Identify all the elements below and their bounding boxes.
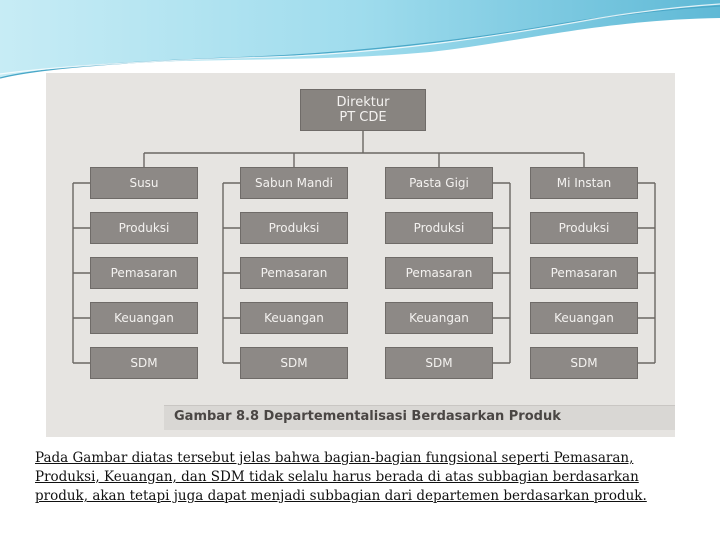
org-chart-figure	[46, 73, 675, 437]
product-box: Susu	[90, 167, 198, 199]
unit-box: Pemasaran	[240, 257, 348, 289]
unit-box: SDM	[240, 347, 348, 379]
unit-box: Keuangan	[530, 302, 638, 334]
unit-box: SDM	[530, 347, 638, 379]
unit-box: Produksi	[385, 212, 493, 244]
unit-box: Pemasaran	[530, 257, 638, 289]
unit-box: Produksi	[530, 212, 638, 244]
unit-box: Produksi	[90, 212, 198, 244]
head-title: Direktur	[336, 95, 390, 110]
unit-box: Keuangan	[90, 302, 198, 334]
figure-caption: Gambar 8.8 Departementalisasi Berdasarkan Produk	[174, 409, 561, 424]
unit-box: Keuangan	[240, 302, 348, 334]
unit-box: Keuangan	[385, 302, 493, 334]
unit-box: Pemasaran	[90, 257, 198, 289]
unit-box: Pemasaran	[385, 257, 493, 289]
head-company: PT CDE	[339, 110, 387, 125]
head-box-director	[300, 89, 426, 131]
unit-box: SDM	[90, 347, 198, 379]
explanation-paragraph: Pada Gambar diatas tersebut jelas bahwa bagian-bagian fungsional seperti Pemasaran, Produksi, Keuangan, dan SDM tidak selalu harus berada di atas subbagian berdasarkan produk, akan tetapi juga dapat menjadi subbagian dari departemen berdasarkan produk.	[35, 450, 647, 504]
product-box: Mi Instan	[530, 167, 638, 199]
unit-box: SDM	[385, 347, 493, 379]
unit-box: Produksi	[240, 212, 348, 244]
product-box: Pasta Gigi	[385, 167, 493, 199]
decorative-wave-header	[0, 0, 720, 80]
product-box: Sabun Mandi	[240, 167, 348, 199]
